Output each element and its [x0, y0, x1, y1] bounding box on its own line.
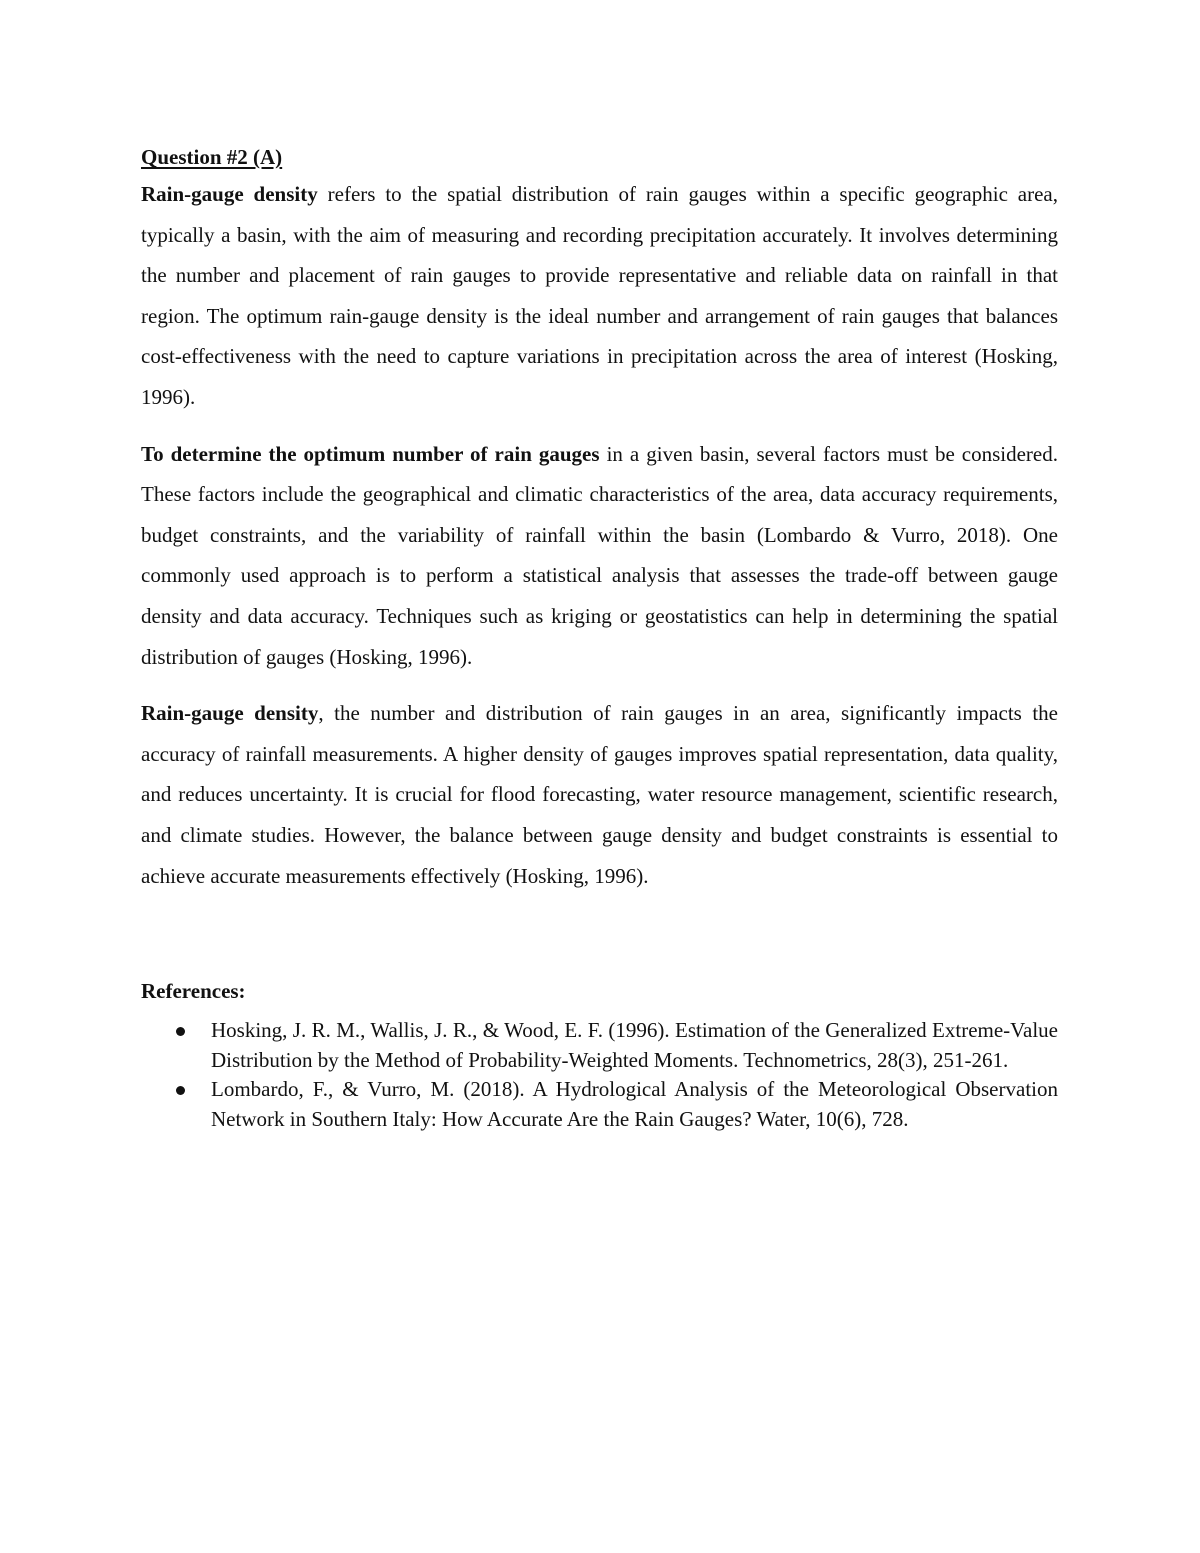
document-page [141, 140, 1058, 1134]
paragraph-2 [141, 434, 1058, 678]
reference-item [141, 1016, 1058, 1075]
question-heading: Question #2 (A) [141, 145, 283, 169]
paragraph-3-bold: Rain-gauge density [141, 701, 319, 726]
paragraph-1 [141, 174, 1058, 418]
paragraph-3 [141, 693, 1058, 896]
paragraph-3-text: , the number and distribution of rain gauges in an area, significantly impacts the accuracy of rainfall measurements. A higher density of gauges improves spatial representation, data quality, and reduces uncertainty. It is crucial for flood forecasting, water resource management, scientific research, and climate studies. However, the balance between gauge density and budget constraints is essential to achieve accurate measurements effectively (Hosking, 1996). [141, 701, 1059, 888]
paragraph-1-text: refers to the spatial distribution of rain gauges within a specific geographic area, typically a basin, with the aim of measuring and recording precipitation accurately. It involves determining the number and placement of rain gauges to provide representative and reliable data on rainfall in that region. The optimum rain-gauge density is the ideal number and arrangement of rain gauges that balances cost-effectiveness with the need to capture variations in precipitation across the area of interest (Hosking, 1996). [141, 182, 1058, 409]
references-list [141, 1016, 1058, 1134]
paragraph-1-bold: Rain-gauge density [141, 182, 318, 206]
bullet-icon [176, 1086, 185, 1095]
bullet-icon [176, 1027, 185, 1036]
reference-text: Lombardo, F., & Vurro, M. (2018). A Hydrological Analysis of the Meteorological Observation Network in Southern Italy: How Accurate Are the Rain Gauges? Water, 10(6), 728. [211, 1077, 1058, 1131]
paragraph-2-bold: To determine the optimum number of rain gauges [141, 441, 600, 466]
paragraph-2-text: in a given basin, several factors must be considered. These factors include the geographical and climatic characteristics of the area, data accuracy requirements, budget constraints, and the variability of rainfall within the basin (Lombardo & Vurro, 2018). One commonly used approach is to perform a statistical analysis that assesses the trade-off between gauge density and data accuracy. Techniques such as kriging or geostatistics can help in determining the spatial distribution of gauges (Hosking, 1996). [141, 441, 1058, 669]
reference-text: Hosking, J. R. M., Wallis, J. R., & Wood, E. F. (1996). Estimation of the Generalized Extreme-Value Distribution by the Method of Probability-Weighted Moments. Technometrics, 28(3), 251-261. [211, 1018, 1058, 1072]
reference-item [141, 1075, 1058, 1134]
references-title: References: [141, 979, 246, 1004]
